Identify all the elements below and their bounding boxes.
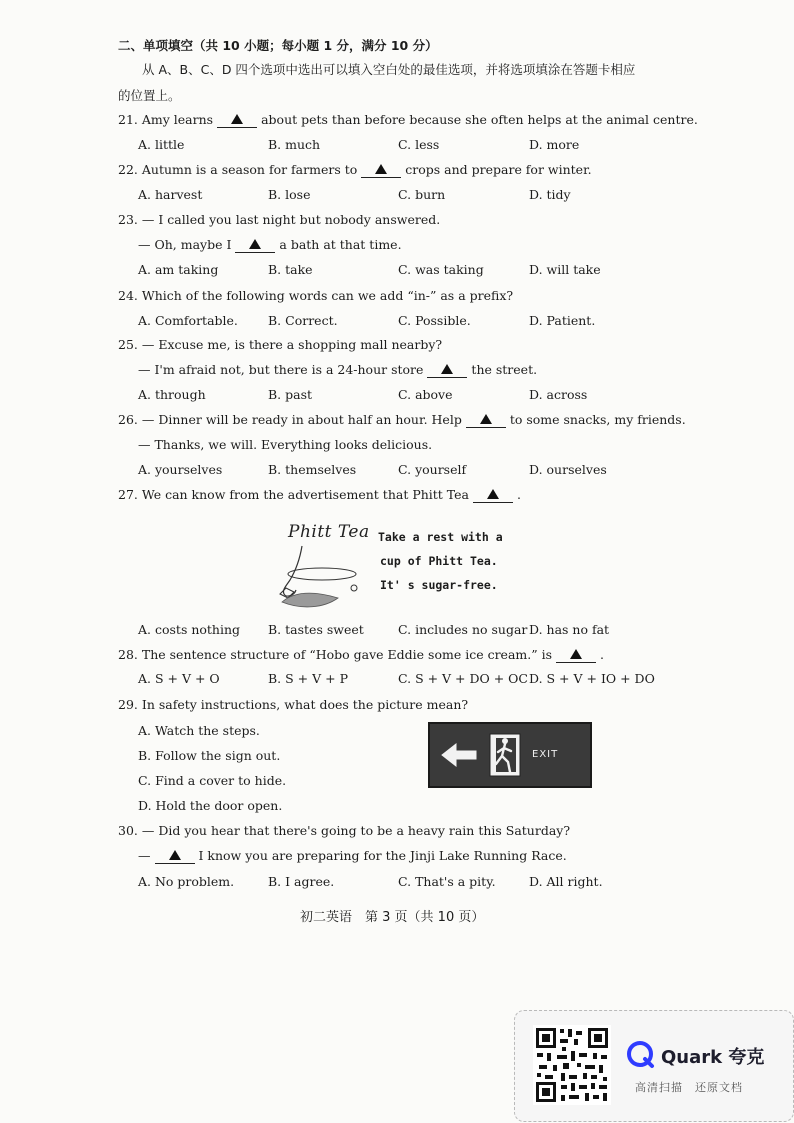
option-a[interactable]: A. am taking bbox=[138, 262, 219, 277]
stem-text: We can know from the advertisement that Phitt Tea bbox=[141, 487, 470, 502]
stem-text: — I called you last night but nobody answered. bbox=[141, 212, 441, 227]
question-27-stem bbox=[118, 487, 521, 503]
question-21-stem bbox=[118, 112, 698, 128]
exit-arrow-running-man-icon bbox=[438, 732, 524, 778]
option-a[interactable]: A. yourselves bbox=[138, 462, 223, 477]
option-a[interactable]: A. costs nothing bbox=[138, 622, 241, 637]
quark-logo bbox=[627, 1041, 777, 1071]
triangle-icon bbox=[375, 164, 387, 174]
phitt-tea-logo: Phitt Tea bbox=[288, 522, 370, 542]
stem-text: I know you are preparing for the Jinji Lake Running Race. bbox=[198, 848, 567, 863]
answer-blank[interactable] bbox=[466, 413, 506, 428]
question-number: 28. bbox=[118, 647, 138, 662]
option-c[interactable]: C. includes no sugar bbox=[398, 622, 528, 637]
stem-text: about pets than before because she often helps at the animal centre. bbox=[261, 112, 698, 127]
question-28-stem bbox=[118, 647, 604, 663]
option-c[interactable]: C. was taking bbox=[398, 262, 484, 277]
stem-text: to some snacks, my friends. bbox=[509, 412, 686, 427]
triangle-icon bbox=[231, 114, 243, 124]
option-d[interactable]: D. has no fat bbox=[529, 622, 610, 637]
question-number: 23. bbox=[118, 212, 138, 227]
question-26-stem bbox=[118, 412, 686, 428]
option-a[interactable]: A. little bbox=[138, 137, 185, 152]
ad-line-3: It' s sugar-free. bbox=[380, 578, 498, 592]
option-b[interactable]: B. Follow the sign out. bbox=[138, 748, 281, 763]
question-24-stem bbox=[118, 288, 513, 304]
section-heading: 二、单项填空（共 10 小题；每小题 1 分，满分 10 分） bbox=[118, 38, 438, 53]
option-d[interactable]: D. Hold the door open. bbox=[138, 798, 283, 813]
option-b[interactable]: B. past bbox=[268, 387, 313, 402]
question-number: 29. bbox=[118, 697, 138, 712]
quark-watermark bbox=[514, 1010, 794, 1122]
option-b[interactable]: B. Correct. bbox=[268, 313, 338, 328]
option-d[interactable]: D. All right. bbox=[529, 874, 603, 889]
question-22-stem bbox=[118, 162, 592, 178]
option-a[interactable]: A. Comfortable. bbox=[138, 313, 238, 328]
ad-line-2: cup of Phitt Tea. bbox=[380, 554, 498, 568]
option-b[interactable]: B. themselves bbox=[268, 462, 357, 477]
option-a[interactable]: A. No problem. bbox=[138, 874, 235, 889]
option-b[interactable]: B. S + V + P bbox=[268, 671, 348, 686]
question-number: 27. bbox=[118, 487, 138, 502]
answer-blank[interactable] bbox=[556, 648, 596, 663]
instruction-line-2: 的位置上。 bbox=[118, 88, 181, 103]
option-b[interactable]: B. tastes sweet bbox=[268, 622, 364, 637]
question-number: 22. bbox=[118, 162, 138, 177]
question-number: 24. bbox=[118, 288, 138, 303]
quark-brand: Quark 夸克 bbox=[661, 1047, 765, 1068]
option-d[interactable]: D. tidy bbox=[529, 187, 571, 202]
stem-text: Which of the following words can we add “in-” as a prefix? bbox=[141, 288, 514, 303]
answer-blank[interactable] bbox=[217, 113, 257, 128]
stem-text: — I'm afraid not, but there is a 24-hour store bbox=[138, 362, 424, 377]
option-d[interactable]: D. across bbox=[529, 387, 588, 402]
stem-text: crops and prepare for winter. bbox=[405, 162, 592, 177]
answer-blank[interactable] bbox=[473, 488, 513, 503]
triangle-icon bbox=[570, 649, 582, 659]
option-c[interactable]: C. burn bbox=[398, 187, 446, 202]
option-d[interactable]: D. more bbox=[529, 137, 580, 152]
option-c[interactable]: C. S + V + DO + OC bbox=[398, 671, 528, 686]
quark-tagline: 高清扫描 还原文档 bbox=[635, 1081, 743, 1094]
option-c[interactable]: C. That's a pity. bbox=[398, 874, 496, 889]
phitt-tea-advertisement bbox=[268, 518, 528, 618]
answer-blank[interactable] bbox=[361, 163, 401, 178]
exit-label: EXIT bbox=[532, 749, 559, 760]
triangle-icon bbox=[249, 239, 261, 249]
answer-blank[interactable] bbox=[235, 238, 275, 253]
triangle-icon bbox=[169, 850, 181, 860]
option-a[interactable]: A. S + V + O bbox=[138, 671, 220, 686]
option-a[interactable]: A. through bbox=[138, 387, 206, 402]
page-footer: 初二英语 第 3 页（共 10 页） bbox=[300, 910, 485, 925]
stem-text: Autumn is a season for farmers to bbox=[141, 162, 358, 177]
ad-line-1: Take a rest with a bbox=[378, 530, 503, 544]
stem-text: Amy learns bbox=[141, 112, 214, 127]
tea-bag-spoon-icon bbox=[272, 544, 364, 612]
option-d[interactable]: D. will take bbox=[529, 262, 601, 277]
option-b[interactable]: B. I agree. bbox=[268, 874, 335, 889]
quark-q-icon bbox=[627, 1041, 655, 1069]
instruction-line-1: 从 A、B、C、D 四个选项中选出可以填入空白处的最佳选项，并将选项填涂在答题卡相应 bbox=[142, 62, 636, 77]
question-29-stem bbox=[118, 697, 468, 713]
option-a[interactable]: A. Watch the steps. bbox=[138, 723, 260, 738]
question-30-response bbox=[138, 848, 567, 864]
stem-text: In safety instructions, what does the picture mean? bbox=[141, 697, 469, 712]
option-c[interactable]: C. Find a cover to hide. bbox=[138, 773, 287, 788]
question-25-stem bbox=[118, 337, 442, 353]
stem-text: . bbox=[600, 647, 604, 662]
option-b[interactable]: B. take bbox=[268, 262, 313, 277]
option-d[interactable]: D. S + V + IO + DO bbox=[529, 671, 655, 686]
option-c[interactable]: C. above bbox=[398, 387, 453, 402]
answer-blank[interactable] bbox=[427, 363, 467, 378]
question-23-response bbox=[138, 237, 402, 253]
triangle-icon bbox=[480, 414, 492, 424]
stem-text: — Oh, maybe I bbox=[138, 237, 232, 252]
question-23-stem bbox=[118, 212, 440, 228]
stem-text: — Dinner will be ready in about half an hour. Help bbox=[141, 412, 462, 427]
question-30-stem bbox=[118, 823, 570, 839]
option-d[interactable]: D. ourselves bbox=[529, 462, 607, 477]
stem-text: . bbox=[517, 487, 521, 502]
question-number: 30. bbox=[118, 823, 138, 838]
question-number: 26. bbox=[118, 412, 138, 427]
stem-text: — Excuse me, is there a shopping mall nearby? bbox=[141, 337, 443, 352]
option-b[interactable]: B. lose bbox=[268, 187, 311, 202]
option-c[interactable]: C. Possible. bbox=[398, 313, 471, 328]
exit-sign bbox=[428, 722, 592, 788]
stem-text: the street. bbox=[471, 362, 538, 377]
question-number: 25. bbox=[118, 337, 138, 352]
stem-text: The sentence structure of “Hobo gave Eddie some ice cream.” is bbox=[141, 647, 553, 662]
option-a[interactable]: A. harvest bbox=[138, 187, 203, 202]
option-c[interactable]: C. yourself bbox=[398, 462, 467, 477]
qr-code-icon bbox=[533, 1025, 611, 1105]
answer-blank[interactable] bbox=[155, 849, 195, 864]
option-d[interactable]: D. Patient. bbox=[529, 313, 596, 328]
stem-text: — Did you hear that there's going to be a heavy rain this Saturday? bbox=[141, 823, 571, 838]
stem-text: a bath at that time. bbox=[279, 237, 402, 252]
stem-text: — bbox=[138, 848, 151, 863]
question-26-response: — Thanks, we will. Everything looks delicious. bbox=[138, 437, 433, 452]
triangle-icon bbox=[487, 489, 499, 499]
triangle-icon bbox=[441, 364, 453, 374]
question-25-response bbox=[138, 362, 537, 378]
option-b[interactable]: B. much bbox=[268, 137, 321, 152]
option-c[interactable]: C. less bbox=[398, 137, 440, 152]
question-number: 21. bbox=[118, 112, 138, 127]
